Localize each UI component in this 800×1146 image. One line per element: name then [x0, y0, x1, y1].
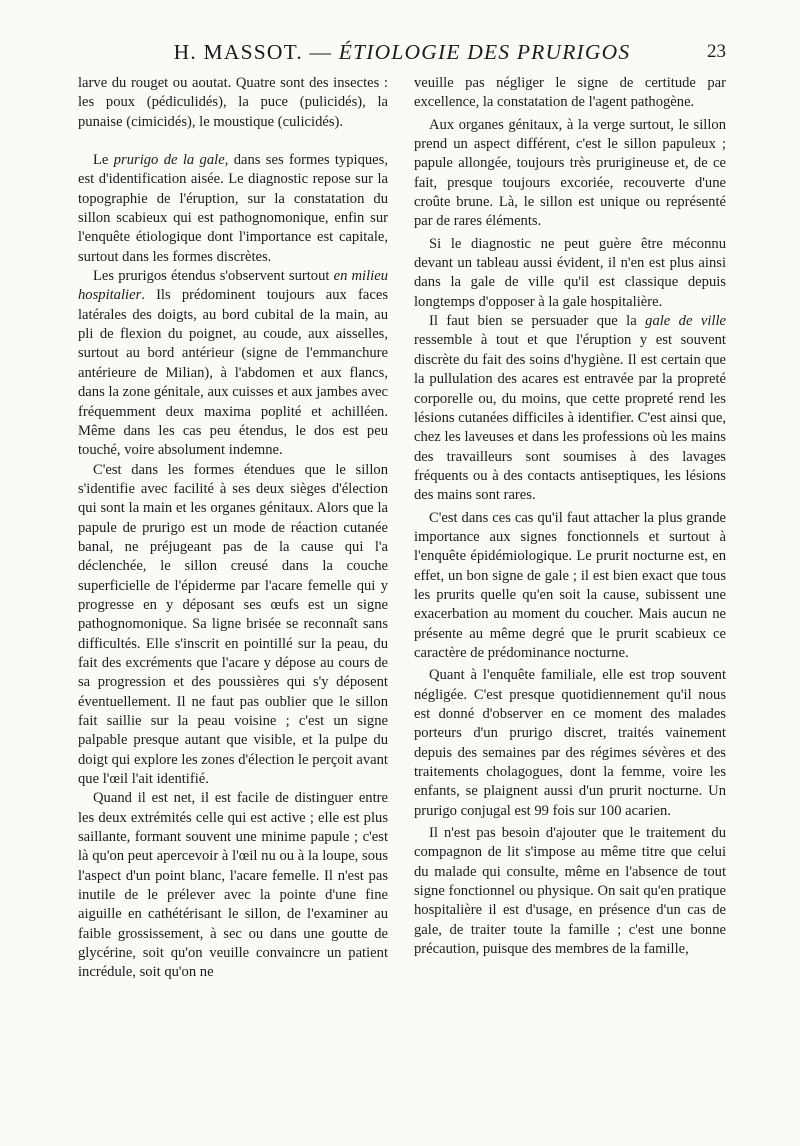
- running-header: [78, 40, 726, 70]
- paragraph: Si le diagnostic ne peut guère être méconnu devant un tableau aussi évident, il n'en est plus ainsi dans la gale de ville qu'il est classique depuis longtemps d'opposer à la gale hospitalière.: [414, 235, 726, 310]
- paragraph: C'est dans les formes étendues que le sillon s'identifie avec facilité à ses deux sièges d'élection qui sont la main et les organes génitaux. Alors que la papule de prurigo est un mode de réaction cutanée banal, ne préjugeant pas de la cause qui l'a déclenchée, le sillon creusé dans la couche superficielle de l'épiderme par l'acare femelle qui y progresse en y déposant ses œufs est un signe pathognomonique. Sa ligne brisée se reconnaît sans difficultés. Elle s'inscrit en pointillé sur la peau, du fait des excréments que l'acare y dépose au cours de sa progression et des poussières qui s'y déposent éventuellement. Il ne faut pas oublier que le sillon fait saillie sur la peau voisine ; c'est un signe palpable presque autant que visible, et la pulpe du doigt qui explore les zones d'élection le perçoit avant que l'œil l'ait identifié.: [78, 461, 388, 788]
- paragraph: Le prurigo de la gale, dans ses formes typiques, est d'identification aisée. Le diagnostic repose sur la topographie de l'éruption, sur la constatation du sillon scabieux qui est pathognomonique, enfin sur l'enquête étiologique dont l'importance est capitale, surtout dans les formes discrètes.: [78, 152, 388, 265]
- right-column: [414, 74, 726, 959]
- running-title: [78, 40, 726, 65]
- paragraph: Quand il est net, il est facile de distinguer entre les deux extrémités celle qui est active ; elle est plus saillante, formant souvent une minime papule ; c'est là qu'on peut apercevoir à l'œil nu ou à la loupe, sous l'aspect d'un point blanc, l'acare femelle. Il n'est pas inutile de le prélever avec la pointe d'une fine aiguille en cathétérisant le sillon, de l'examiner au faible grossissement, à sec ou dans une goutte de glycérine, soit qu'on veuille convaincre un patient incrédule, soit qu'on ne: [78, 790, 388, 981]
- article-title: ÉTIOLOGIE DES PRURIGOS: [338, 40, 631, 64]
- author-name: H. MASSOT. —: [173, 40, 339, 64]
- paragraph: Aux organes génitaux, à la verge surtout, le sillon prend un aspect différent, c'est le sillon papuleux ; papule allongée, toujours très prurigineuse et, de ce fait, presque toujours excoriée, recouverte d'une croûte brune. Là, le sillon est unique ou représenté par de rares éléments.: [414, 116, 726, 230]
- emphasis: prurigo de la gale: [113, 152, 225, 169]
- paragraph: Il faut bien se persuader que la gale de ville ressemble à tout et que l'éruption y est souvent discrète du fait des soins d'hygiène. Il est certain que la pullulation des acares est entravée par la propreté corporelle ou, du moins, que cette propreté rend les lésions cutanées difficiles à identifier. C'est ainsi que, chez les laveuses et dans les professions où les mains des travailleurs sont soumises à des lavages fréquents ou à des contacts antiseptiques, les lésions des mains sont rares.: [414, 313, 726, 504]
- emphasis: gale de ville: [645, 313, 726, 330]
- paragraph: Il n'est pas besoin d'ajouter que le traitement du compagnon de lit s'impose au même titre que celui du malade qui consulte, même en l'absence de tout signe fonctionnel ou physique. On sait qu'en pratique hospitalière il est d'usage, en présence d'un cas de gale, de traiter toute la famille ; c'est une bonne précaution, puisque des membres de la famille,: [414, 825, 726, 958]
- paragraph: veuille pas négliger le signe de certitude par excellence, la constatation de l'agent pathogène.: [414, 75, 726, 111]
- page-number: 23: [707, 41, 726, 62]
- paragraph: Les prurigos étendus s'observent surtout en milieu hospitalier. Ils prédominent toujours aux faces latérales des doigts, au bord cubital de la main, au pli de flexion du poignet, au coude, aux aisselles, surtout au bord antérieur (signe de l'emmanchure antérieure de Milian), à l'abdomen et aux flancs, dans la zone génitale, aux cuisses et aux jambes avec fréquemment deux maxima poplité et achilléen. Même dans les cas peu étendus, le dos est peu touché, voire absolument indemne.: [78, 268, 388, 459]
- paragraph: C'est dans ces cas qu'il faut attacher la plus grande importance aux signes fonctionnels et surtout à l'enquête épidémiologique. Le prurit nocturne est, en effet, un bon signe de gale ; il est bien exact que tous les prurits quelle qu'en soit la cause, subissent une exacerbation au moment du coucher. Mais aucun ne présente au même degré que le prurit scabieux ce caractère de prédominance nocturne.: [414, 509, 726, 661]
- paragraph: Quant à l'enquête familiale, elle est trop souvent négligée. C'est presque quotidiennement qu'il nous est donné d'observer en ce moment des malades porteurs d'un prurigo discret, traités vainement depuis des semaines par des régimes sévères et des traitements cholagogues, dont la femme, voire les enfants, se plaignent aussi d'un prurit nocturne. Un prurigo conjugal est 99 fois sur 100 acarien.: [414, 667, 726, 819]
- emphasis: en milieu hospitalier: [78, 268, 388, 304]
- left-column: [78, 74, 388, 983]
- paragraph: larve du rouget ou aoutat. Quatre sont des insectes : les poux (pédiculidés), la puce (pulicidés), la punaise (cimicidés), le moustique (culicidés).: [78, 75, 388, 130]
